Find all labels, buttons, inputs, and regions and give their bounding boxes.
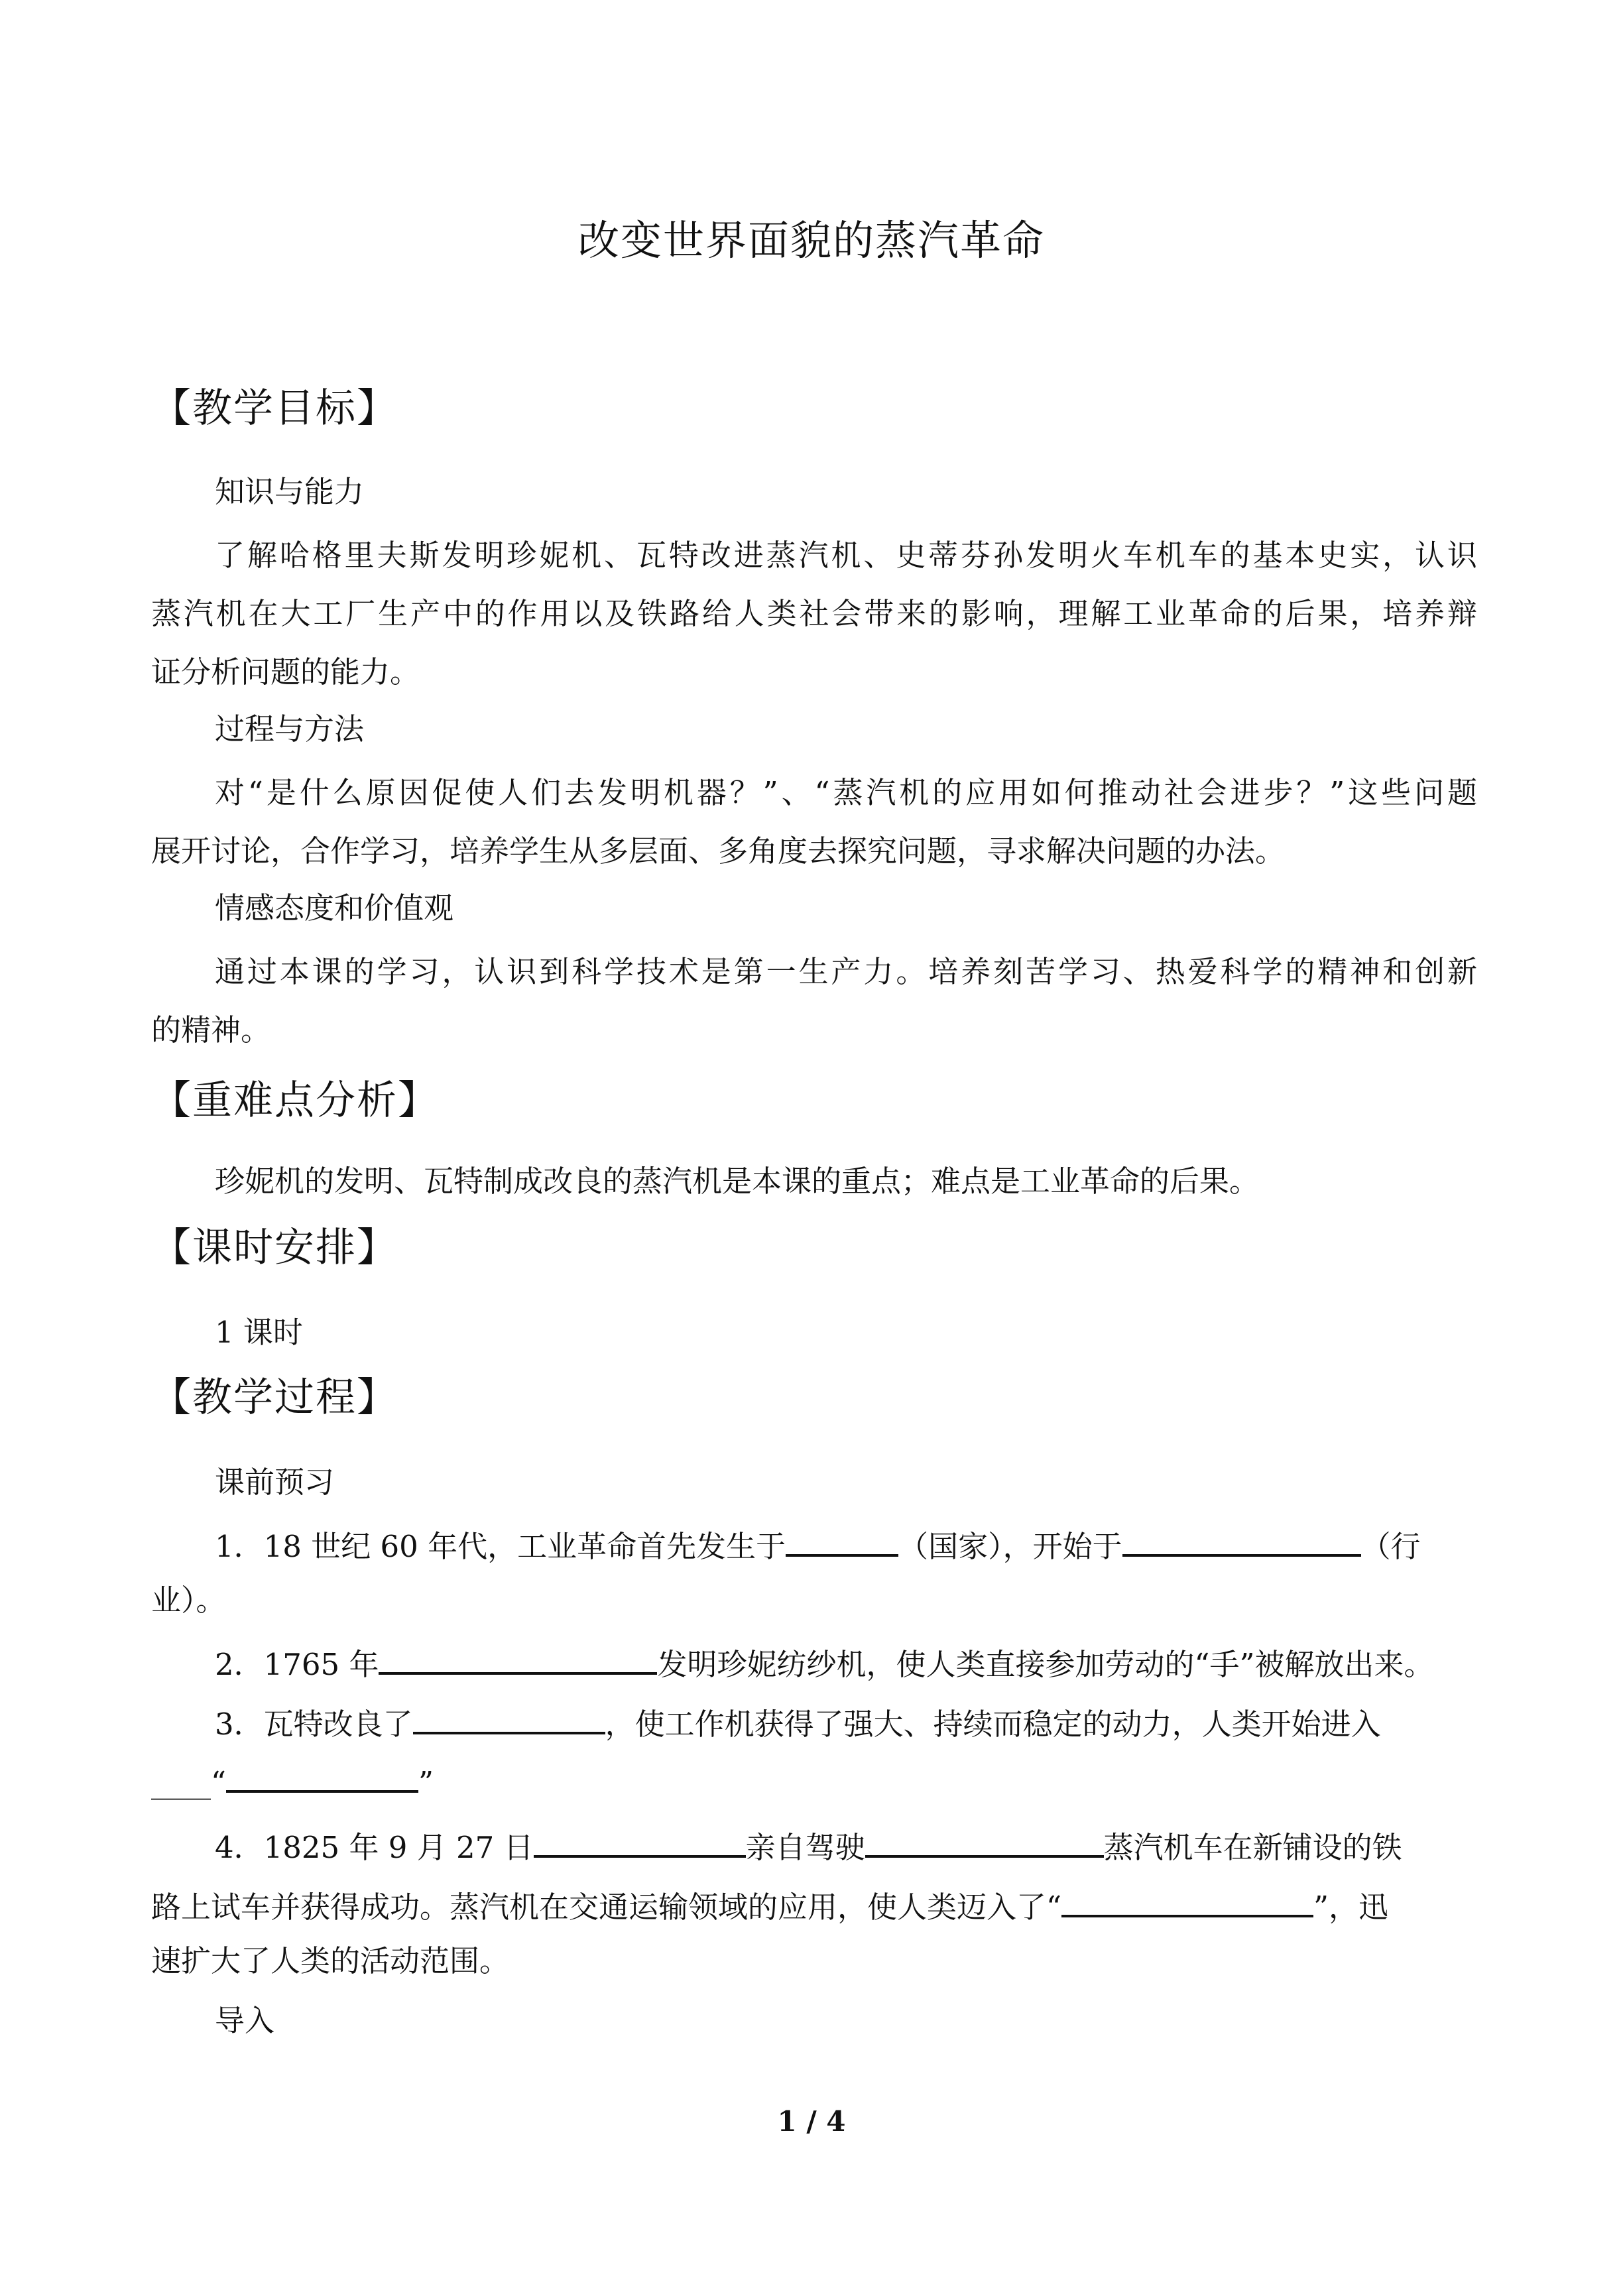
paragraph-line: 蒸汽机在大工厂生产中的作用以及铁路给人类社会带来的影响，理解工业革命的后果，培养辩 [151, 596, 1477, 631]
question-text: 3．瓦特改良了 [215, 1707, 413, 1742]
question-text: ，使工作机获得了强大、持续而稳定的动力，人类开始进入 [605, 1707, 1381, 1742]
paragraph-line: 证分析问题的能力。 [151, 654, 420, 690]
paragraph-line: 通过本课的学习，认识到科学技术是第一生产力。培养刻苦学习、热爱科学的精神和创新 [215, 954, 1477, 989]
fill-blank[interactable] [534, 1823, 746, 1858]
paragraph-line: 展开讨论，合作学习，培养学生从多层面、多角度去探究问题，寻求解决问题的办法。 [151, 833, 1286, 869]
page-number: 1 / 4 [777, 2105, 846, 2138]
schedule-text: 1 课时 [215, 1315, 303, 1350]
fill-blank[interactable] [865, 1823, 1104, 1858]
question-text: 4．1825 年 9 月 27 日 [215, 1830, 534, 1865]
question-text: 1．18 世纪 60 年代，工业革命首先发生于 [215, 1529, 786, 1564]
page-title: 改变世界面貌的蒸汽革命 [577, 216, 1045, 265]
question-text: 蒸汽机车在新铺设的铁 [1103, 1830, 1402, 1865]
question-3-continued [151, 1758, 1477, 1803]
question-4 [215, 1823, 1477, 1868]
heading-objectives: 【教学目标】 [151, 385, 398, 432]
fill-blank[interactable] [786, 1522, 898, 1557]
fill-blank[interactable] [1061, 1883, 1313, 1917]
label-knowledge: 知识与能力 [215, 474, 365, 509]
key-points-text: 珍妮机的发明、瓦特制成改良的蒸汽机是本课的重点；难点是工业革命的后果。 [215, 1164, 1260, 1199]
question-text: 路上试车并获得成功。蒸汽机在交通运输领域的应用，使人类迈入了“ [151, 1890, 1062, 1925]
question-text: 亲自驾驶 [745, 1830, 865, 1865]
question-text: （行 [1360, 1529, 1421, 1564]
question-text: （国家），开始于 [898, 1529, 1122, 1564]
question-1-continued: 业）。 [151, 1583, 226, 1618]
question-text: ____“ [151, 1765, 227, 1800]
question-3 [215, 1700, 1477, 1744]
fill-blank[interactable] [1122, 1522, 1361, 1557]
label-process-method: 过程与方法 [215, 711, 365, 747]
label-preview: 课前预习 [215, 1465, 335, 1500]
paragraph-line: 对“是什么原因促使人们去发明机器？”、“蒸汽机的应用如何推动社会进步？”这些问题 [215, 775, 1477, 810]
heading-key-points: 【重难点分析】 [151, 1077, 439, 1124]
question-text: 发明珍妮纺纱机，使人类直接参加劳动的“手”被解放出来。 [657, 1647, 1434, 1682]
question-4-continued [151, 1883, 1477, 1927]
question-text: 2．1765 年 [215, 1647, 379, 1682]
question-2 [215, 1640, 1477, 1685]
heading-teaching-process: 【教学过程】 [151, 1374, 398, 1421]
fill-blank[interactable] [413, 1700, 605, 1734]
fill-blank[interactable] [379, 1640, 657, 1675]
question-text: ”，迅 [1313, 1890, 1389, 1925]
heading-schedule: 【课时安排】 [151, 1225, 398, 1271]
question-4-continued: 速扩大了人类的活动范围。 [151, 1943, 510, 1978]
question-1 [215, 1522, 1477, 1567]
paragraph-line: 的精神。 [151, 1012, 271, 1048]
question-text: ” [418, 1765, 434, 1800]
label-emotion-values: 情感态度和价值观 [215, 890, 454, 926]
paragraph-line: 了解哈格里夫斯发明珍妮机、瓦特改进蒸汽机、史蒂芬孙发明火车机车的基本史实，认识 [215, 538, 1477, 573]
label-intro: 导入 [215, 2003, 275, 2038]
fill-blank[interactable] [226, 1758, 418, 1793]
